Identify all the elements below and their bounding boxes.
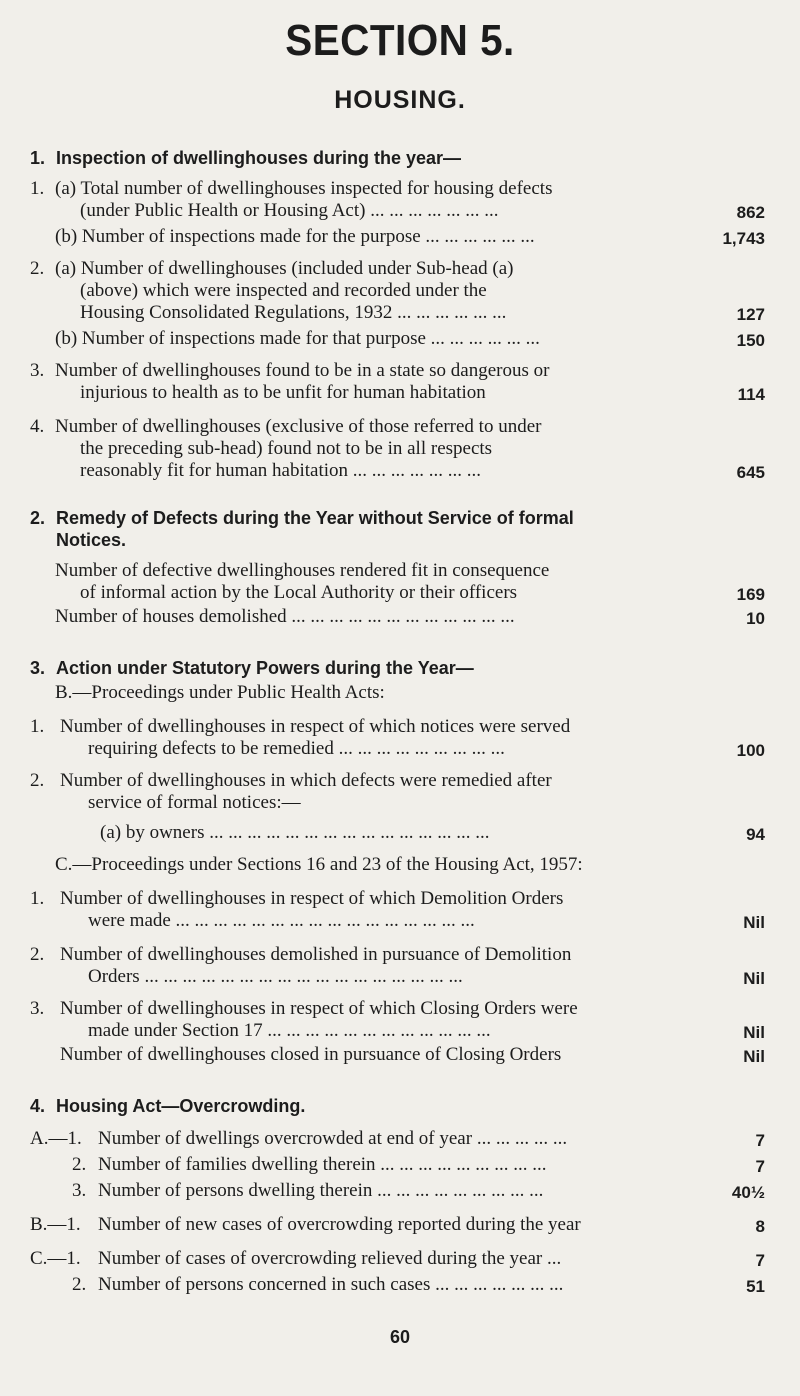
item-4-a1-value: 7 [755, 1131, 765, 1150]
item-3-b2a-text: (a) by owners ... ... ... ... ... ... ... ... ... ... ... ... ... ... ... [100, 822, 490, 843]
item-1-2a-line2: (above) which were inspected and recorded under the [80, 280, 487, 301]
item-3-c3-value: Nil [743, 1023, 765, 1042]
heading-1-number: 1. [30, 148, 46, 168]
item-1-1a-value: 862 [736, 203, 765, 222]
item-1-2a-value: 127 [736, 305, 765, 324]
item-3-c2-number: 2. [30, 944, 45, 965]
item-1-4-line1: Number of dwellinghouses (exclusive of those referred to under [55, 416, 542, 437]
item-3-c3-number: 3. [30, 998, 45, 1019]
heading-4-number: 4. [30, 1096, 46, 1116]
heading-2-number: 2. [30, 508, 46, 528]
item-3-c1-value: Nil [743, 913, 765, 932]
item-1-4-line2: the preceding sub-head) found not to be in all respects [80, 438, 493, 459]
item-4-b1-text: Number of new cases of overcrowding reported during the year [98, 1214, 581, 1235]
item-4-a1-prefix: A.—1. [30, 1128, 82, 1149]
item-2-b-value: 10 [746, 609, 765, 628]
item-3-c1-line2: were made ... ... ... ... ... ... ... ... ... ... ... ... ... ... ... ... [88, 910, 475, 931]
item-1-2b-value: 150 [736, 331, 765, 350]
item-2-b-text: Number of houses demolished ... ... ... ... ... ... ... ... ... ... ... ... [55, 606, 515, 627]
item-4-c1-text: Number of cases of overcrowding relieved during the year ... [98, 1248, 562, 1269]
item-3-b2-line1: Number of dwellinghouses in which defects were remedied after [60, 770, 552, 791]
item-1-2a-line1: (a) Number of dwellinghouses (included under Sub-head (a) [55, 258, 514, 279]
item-4-c2-prefix: 2. [72, 1274, 87, 1295]
item-2-a-line1: Number of defective dwellinghouses rendered fit in consequence [55, 560, 550, 581]
item-4-a3-prefix: 3. [72, 1180, 87, 1201]
item-1-1a-line2: (under Public Health or Housing Act) ... ... ... ... ... ... ... [80, 200, 499, 221]
item-4-a2-text: Number of families dwelling therein ... ... ... ... ... ... ... ... ... [98, 1154, 547, 1175]
item-1-3-line1: Number of dwellinghouses found to be in a state so dangerous or [55, 360, 550, 381]
section-title: SECTION 5. [285, 16, 515, 65]
subhead-3-c: C.—Proceedings under Sections 16 and 23 of the Housing Act, 1957: [55, 854, 583, 875]
item-1-2a-line3: Housing Consolidated Regulations, 1932 ... ... ... ... ... ... [80, 302, 507, 323]
item-3-b1-line1: Number of dwellinghouses in respect of which notices were served [60, 716, 571, 737]
section-subtitle: HOUSING. [334, 86, 466, 114]
item-1-2-number: 2. [30, 258, 45, 279]
item-3-b1-value: 100 [736, 741, 765, 760]
item-4-c1-prefix: C.—1. [30, 1248, 81, 1269]
item-1-1b-value: 1,743 [722, 229, 765, 248]
item-3-c3-line2: made under Section 17 ... ... ... ... ... ... ... ... ... ... ... ... [88, 1020, 491, 1041]
item-1-4-value: 645 [736, 463, 765, 482]
item-4-a1-text: Number of dwellings overcrowded at end of year ... ... ... ... ... [98, 1128, 568, 1149]
item-1-1-number: 1. [30, 178, 45, 199]
item-3-c4-text: Number of dwellinghouses closed in pursuance of Closing Orders [60, 1044, 562, 1065]
item-3-b2-number: 2. [30, 770, 45, 791]
item-1-3-number: 3. [30, 360, 45, 381]
item-4-a3-value: 40½ [731, 1183, 765, 1202]
heading-2-line2: Notices. [56, 530, 127, 550]
page-number: 60 [389, 1327, 411, 1347]
item-3-c1-line1: Number of dwellinghouses in respect of which Demolition Orders [60, 888, 564, 909]
item-4-a2-value: 7 [755, 1157, 765, 1176]
item-3-c1-number: 1. [30, 888, 45, 909]
item-3-c2-line2: Orders ... ... ... ... ... ... ... ... ... ... ... ... ... ... ... ... ... [88, 966, 463, 987]
item-4-b1-value: 8 [755, 1217, 765, 1236]
heading-3-number: 3. [30, 658, 46, 678]
item-3-c3-line1: Number of dwellinghouses in respect of which Closing Orders were [60, 998, 578, 1019]
subhead-3-b: B.—Proceedings under Public Health Acts: [55, 682, 385, 703]
item-1-2b-text: (b) Number of inspections made for that purpose ... ... ... ... ... ... [55, 328, 540, 349]
item-1-4-number: 4. [30, 416, 45, 437]
heading-2 [30, 506, 574, 530]
heading-1 [30, 146, 462, 170]
item-4-c2-text: Number of persons concerned in such cases ... ... ... ... ... ... ... [98, 1274, 564, 1295]
item-3-b2-line2: service of formal notices:— [88, 792, 301, 813]
item-4-a3-text: Number of persons dwelling therein ... ... ... ... ... ... ... ... ... [98, 1180, 544, 1201]
item-1-3-value: 114 [737, 385, 765, 404]
item-1-4-line3: reasonably fit for human habitation ... ... ... ... ... ... ... [80, 460, 482, 481]
item-3-c2-value: Nil [743, 969, 765, 988]
item-4-c1-value: 7 [755, 1251, 765, 1270]
item-4-a2-prefix: 2. [72, 1154, 87, 1175]
item-2-a-line2: of informal action by the Local Authority or their officers [80, 582, 518, 603]
heading-4 [30, 1094, 306, 1118]
item-1-3-line2: injurious to health as to be unfit for human habitation [80, 382, 486, 403]
heading-4-text: Housing Act—Overcrowding. [56, 1096, 306, 1116]
heading-3-text: Action under Statutory Powers during the Year— [56, 658, 474, 678]
item-3-b1-line2: requiring defects to be remedied ... ... ... ... ... ... ... ... ... [88, 738, 505, 759]
item-4-c2-value: 51 [746, 1277, 765, 1296]
item-3-c2-line1: Number of dwellinghouses demolished in pursuance of Demolition [60, 944, 572, 965]
item-1-1b-text: (b) Number of inspections made for the purpose ... ... ... ... ... ... [55, 226, 535, 247]
item-3-b2a-value: 94 [746, 825, 765, 844]
item-3-c4-value: Nil [743, 1047, 765, 1066]
heading-3 [30, 656, 474, 680]
heading-2-text: Remedy of Defects during the Year without Service of formal [56, 508, 574, 528]
item-1-1a-line1: (a) Total number of dwellinghouses inspected for housing defects [55, 178, 553, 199]
item-2-a-value: 169 [736, 585, 765, 604]
item-4-b1-prefix: B.—1. [30, 1214, 81, 1235]
heading-1-text: Inspection of dwellinghouses during the year— [56, 148, 462, 168]
item-3-b1-number: 1. [30, 716, 45, 737]
